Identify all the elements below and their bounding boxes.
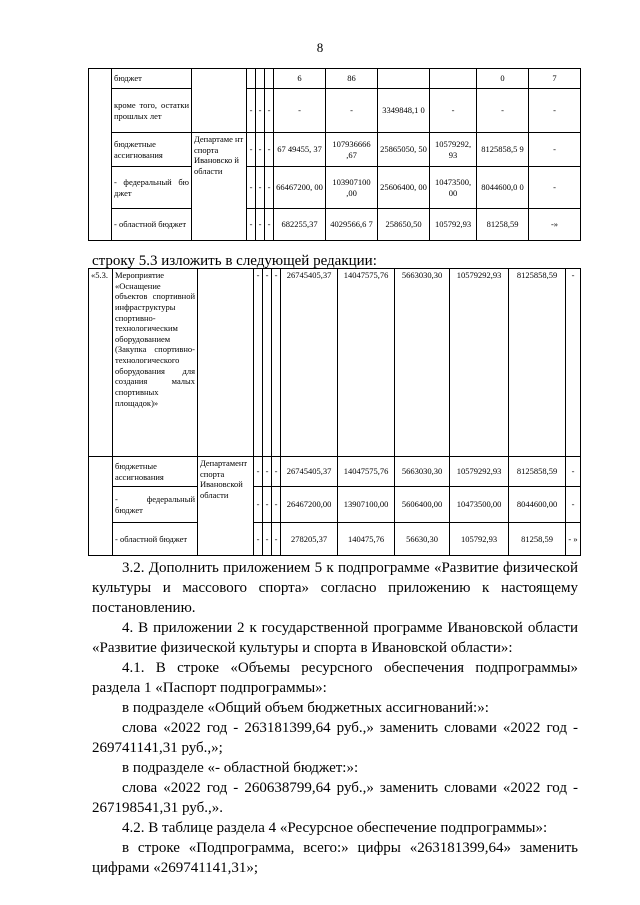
value-cell: 5606400,00 [395, 487, 450, 523]
value-cell: - [326, 89, 378, 133]
paragraph-3-2: 3.2. Дополнить приложением 5 к подпрограмме «Развитие физической культуры и массового спорта» согласно приложению к настоящему постановлению. [92, 560, 578, 616]
value-cell: - [529, 133, 581, 167]
table-cell: - [256, 167, 265, 209]
paragraph-4-1-b: слова «2022 год - 263181399,64 руб.,» заменить словами «2022 год - 269741141,31 руб.,»; [92, 720, 578, 756]
value-cell: 8125858,59 [509, 269, 566, 457]
table-cell: - [263, 487, 272, 523]
table-cell: - [272, 523, 281, 556]
table-cell [265, 69, 274, 89]
value-cell: 5663030,30 [395, 457, 450, 487]
value-cell: - [477, 89, 529, 133]
value-cell: - [566, 457, 581, 487]
paragraph-4-2: 4.2. В таблице раздела 4 «Ресурсное обеспечение подпрограммы»: [122, 820, 548, 836]
table-cell [247, 69, 256, 89]
value-cell: - [274, 89, 326, 133]
value-cell: 25606400, 00 [378, 167, 430, 209]
table-row [89, 89, 581, 133]
table-cell: - [247, 89, 256, 133]
dept-cell [192, 69, 247, 133]
value-cell: 10579292,93 [450, 457, 509, 487]
value-cell: 682255,37 [274, 209, 326, 241]
table-row [89, 167, 581, 209]
table-cell: - [247, 209, 256, 241]
value-cell: 14047575,76 [338, 269, 395, 457]
table-cell: - [263, 523, 272, 556]
row-name: - областной бюджет [112, 209, 192, 241]
table-cell [89, 457, 113, 556]
value-cell: 26745405,37 [281, 269, 338, 457]
row-name: бюджет [112, 69, 192, 89]
value-cell: 140475,76 [338, 523, 395, 556]
value-cell: -» [529, 209, 581, 241]
table-row [89, 269, 581, 457]
table-cell: - [256, 209, 265, 241]
value-cell: - [430, 89, 477, 133]
paragraph-4-1-c: в подразделе «- областной бюджет:»: [122, 760, 359, 776]
table-cell: - [272, 487, 281, 523]
table-cell: - [263, 269, 272, 457]
row-name: Мероприятие «Оснащение объектов спортивной инфраструктуры спортивно-технологическим оборудованием (Закупка спортивно-технологического оборудования для создания малых спортивных площадок)» [113, 269, 198, 457]
budget-table-row-5-3 [88, 268, 581, 556]
table-cell: - [254, 457, 263, 487]
value-cell: 4029566,6 7 [326, 209, 378, 241]
dept-cell [198, 269, 254, 457]
value-cell: 6 [274, 69, 326, 89]
value-cell: 10579292, 93 [430, 133, 477, 167]
value-cell: 103907100 ,00 [326, 167, 378, 209]
value-cell: 81258,59 [477, 209, 529, 241]
value-cell: 10473500,00 [450, 487, 509, 523]
value-cell: - [566, 487, 581, 523]
table-cell: - [254, 523, 263, 556]
value-cell: - [529, 167, 581, 209]
page-number: 8 [316, 40, 324, 55]
table-cell: - [263, 457, 272, 487]
paragraph-4-2-a: в строке «Подпрограмма, всего:» цифры «263181399,64» заменить цифрами «269741141,31»; [92, 840, 578, 876]
value-cell [430, 69, 477, 89]
value-cell: 26467200,00 [281, 487, 338, 523]
table-cell: - [256, 133, 265, 167]
table-cell: - [272, 457, 281, 487]
value-cell: - [566, 269, 581, 457]
value-cell: 86 [326, 69, 378, 89]
row-name: - областной бюджет [113, 523, 198, 556]
budget-table-continuation [88, 68, 581, 241]
value-cell: 258650,50 [378, 209, 430, 241]
intro-text: строку 5.3 изложить в следующей редакции: [92, 253, 377, 269]
paragraph-4-1: 4.1. В строке «Объемы ресурсного обеспечения подпрограммы» раздела 1 «Паспорт подпрограммы»: [92, 660, 578, 696]
paragraph-4-1-a: в подразделе «Общий объем бюджетных ассигнований:»: [122, 700, 489, 716]
row-name: кроме того, остатки прошлых лет [112, 89, 192, 133]
value-cell: 3349848,1 0 [378, 89, 430, 133]
table-cell [256, 69, 265, 89]
value-cell: 14047575,76 [338, 457, 395, 487]
value-cell: 66467200, 00 [274, 167, 326, 209]
paragraph-4-1-d: слова «2022 год - 260638799,64 руб.,» заменить словами «2022 год - 267198541,31 руб.,». [92, 780, 578, 816]
value-cell: - [529, 89, 581, 133]
value-cell: 67 49455, 37 [274, 133, 326, 167]
value-cell: 7 [529, 69, 581, 89]
value-cell: 10473500, 00 [430, 167, 477, 209]
row-name: - федеральный бюджет [113, 487, 198, 523]
table-cell: - [265, 89, 274, 133]
dept-cell: Департаме нт спорта Ивановско й области [192, 133, 247, 241]
table-row [89, 133, 581, 167]
table-cell: - [265, 133, 274, 167]
table-row [89, 487, 581, 523]
table-row [89, 69, 581, 89]
table-row [89, 209, 581, 241]
row-name: - федеральный бю джет [112, 167, 192, 209]
value-cell: 25865050, 50 [378, 133, 430, 167]
value-cell: 10579292,93 [450, 269, 509, 457]
table-cell: - [265, 167, 274, 209]
value-cell: - » [566, 523, 581, 556]
table-row [89, 523, 581, 556]
value-cell: 8125858,5 9 [477, 133, 529, 167]
value-cell [378, 69, 430, 89]
value-cell: 8125858,59 [509, 457, 566, 487]
table-cell: - [256, 89, 265, 133]
value-cell: 13907100,00 [338, 487, 395, 523]
value-cell: 105792,93 [450, 523, 509, 556]
table-row [89, 457, 581, 487]
value-cell: 26745405,37 [281, 457, 338, 487]
table-cell: - [247, 167, 256, 209]
table-cell: - [272, 269, 281, 457]
table-cell: - [247, 133, 256, 167]
table-cell: - [254, 487, 263, 523]
row-name: бюджетные ассигнования [113, 457, 198, 487]
value-cell: 56630,30 [395, 523, 450, 556]
value-cell: 81258,59 [509, 523, 566, 556]
value-cell: 107936666 ,67 [326, 133, 378, 167]
value-cell: 5663030,30 [395, 269, 450, 457]
table-cell: - [265, 209, 274, 241]
table-cell [89, 69, 112, 241]
row-number: «5.3. [89, 269, 113, 457]
value-cell: 0 [477, 69, 529, 89]
value-cell: 105792,93 [430, 209, 477, 241]
value-cell: 8044600,0 0 [477, 167, 529, 209]
row-name: бюджетные ассигнования [112, 133, 192, 167]
value-cell: 8044600,00 [509, 487, 566, 523]
paragraph-4: 4. В приложении 2 к государственной программе Ивановской области «Развитие физической культуры и спорта в Ивановской области»: [92, 620, 578, 656]
table-cell: - [254, 269, 263, 457]
dept-cell: Департамент спорта Ивановской области [198, 457, 254, 556]
value-cell: 278205,37 [281, 523, 338, 556]
